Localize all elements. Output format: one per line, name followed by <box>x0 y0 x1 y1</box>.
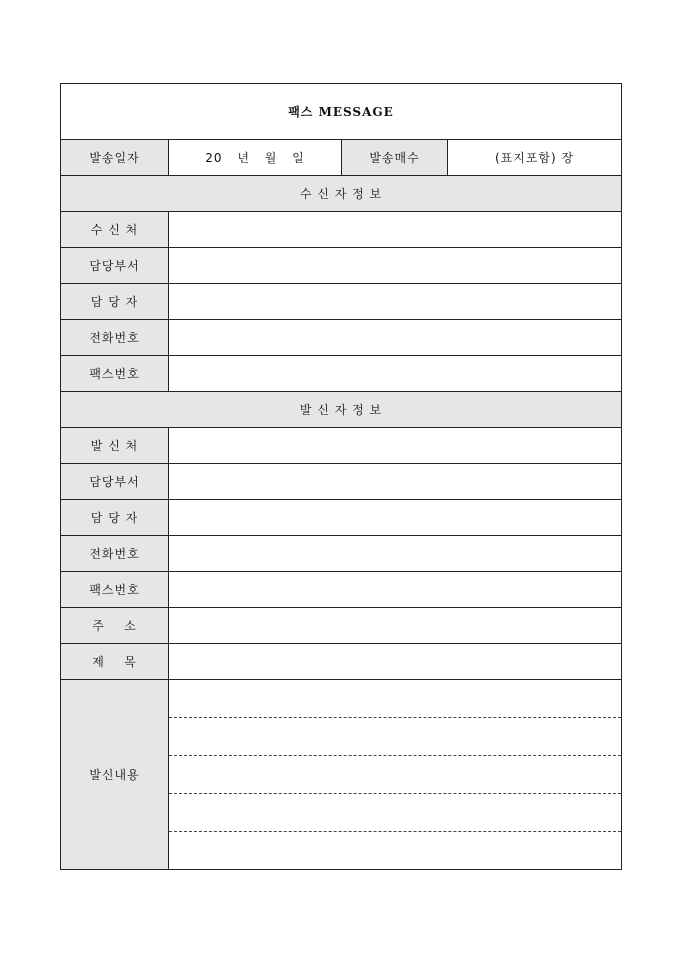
sender-phone-field[interactable] <box>169 536 622 572</box>
sender-address-label: 주 소 <box>61 608 169 644</box>
sender-address-field[interactable] <box>169 608 622 644</box>
form-title: 팩스 MESSAGE <box>61 84 622 140</box>
receiver-contact-field[interactable] <box>169 284 622 320</box>
send-pages-label: 발송매수 <box>342 140 448 176</box>
receiver-department-field[interactable] <box>169 248 622 284</box>
sender-fax-label: 팩스번호 <box>61 572 169 608</box>
sender-phone-label: 전화번호 <box>61 536 169 572</box>
sender-origin-field[interactable] <box>169 428 622 464</box>
fax-form <box>60 83 622 870</box>
sender-fax-field[interactable] <box>169 572 622 608</box>
sender-subject-field[interactable] <box>169 644 622 680</box>
content-line[interactable] <box>169 832 621 869</box>
receiver-fax-label: 팩스번호 <box>61 356 169 392</box>
receiver-section-header: 수 신 자 정 보 <box>61 176 622 212</box>
sender-origin-label: 발 신 처 <box>61 428 169 464</box>
content-line[interactable] <box>169 718 621 756</box>
content-line[interactable] <box>169 794 621 832</box>
content-label: 발신내용 <box>61 680 169 870</box>
send-date-value[interactable]: 20 년 월 일 <box>169 140 342 176</box>
content-line[interactable] <box>169 680 621 718</box>
receiver-recipient-label: 수 신 처 <box>61 212 169 248</box>
receiver-fax-field[interactable] <box>169 356 622 392</box>
content-area[interactable] <box>169 680 622 870</box>
send-pages-value[interactable]: (표지포함) 장 <box>448 140 622 176</box>
sender-contact-label: 담 당 자 <box>61 500 169 536</box>
sender-section-header: 발 신 자 정 보 <box>61 392 622 428</box>
receiver-recipient-field[interactable] <box>169 212 622 248</box>
receiver-department-label: 담당부서 <box>61 248 169 284</box>
receiver-phone-field[interactable] <box>169 320 622 356</box>
send-date-label: 발송일자 <box>61 140 169 176</box>
receiver-phone-label: 전화번호 <box>61 320 169 356</box>
sender-subject-label: 제 목 <box>61 644 169 680</box>
sender-department-field[interactable] <box>169 464 622 500</box>
receiver-contact-label: 담 당 자 <box>61 284 169 320</box>
sender-department-label: 담당부서 <box>61 464 169 500</box>
sender-contact-field[interactable] <box>169 500 622 536</box>
content-line[interactable] <box>169 756 621 794</box>
